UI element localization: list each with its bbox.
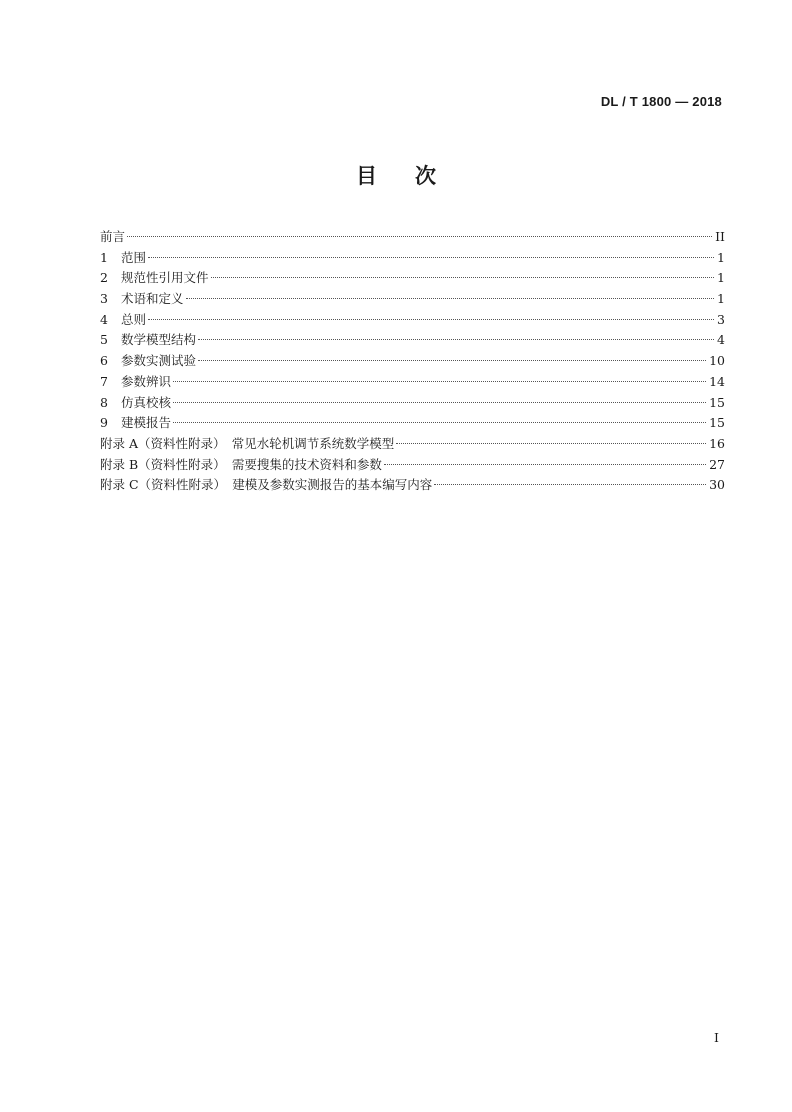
toc-entry-number: 1 [100, 249, 108, 265]
toc-entry[interactable] [100, 455, 725, 476]
toc-dot-leader [173, 422, 706, 423]
toc-entry-title: 前言 [100, 229, 126, 244]
toc-dot-leader [173, 402, 706, 403]
toc-entry[interactable] [100, 289, 725, 310]
toc-entry-page: 14 [709, 373, 725, 389]
toc-entry-page: 4 [717, 332, 725, 348]
toc-entry-title: 建模报告 [121, 415, 172, 431]
document-code: DL / T 1800 — 2018 [600, 94, 722, 109]
toc-entry[interactable] [100, 372, 725, 393]
toc-dot-leader [198, 339, 714, 340]
toc-dot-leader [148, 319, 714, 320]
toc-entry-number: 6 [100, 353, 108, 369]
page-number: I [714, 1030, 719, 1045]
toc-entry-page: 27 [709, 456, 725, 472]
toc-entry[interactable] [100, 268, 725, 289]
toc-entry-number: 3 [100, 291, 108, 307]
toc-dot-leader [186, 298, 714, 299]
toc-entry-title: 附录 B（资料性附录） 需要搜集的技术资料和参数 [100, 456, 382, 472]
toc-entry[interactable] [100, 310, 725, 331]
toc-dot-leader [396, 443, 706, 444]
toc-entry-page: 15 [709, 394, 725, 410]
toc-entry-title: 附录 A（资料性附录） 常见水轮机调节系统数学模型 [100, 435, 395, 451]
toc-dot-leader [127, 236, 712, 237]
table-of-contents [100, 227, 725, 496]
toc-entry-page: 15 [709, 415, 725, 431]
toc-dot-leader [148, 257, 714, 258]
toc-entry-title: 术语和定义 [121, 291, 184, 307]
toc-dot-leader [434, 484, 706, 485]
toc-entry-page: 1 [717, 291, 725, 307]
toc-entry[interactable] [100, 434, 725, 455]
toc-entry[interactable] [100, 330, 725, 351]
toc-entry-page: II [715, 229, 725, 244]
toc-dot-leader [384, 464, 706, 465]
toc-entry[interactable] [100, 351, 725, 372]
toc-entry-page: 16 [709, 435, 725, 451]
toc-entry-title: 仿真校核 [121, 394, 172, 410]
toc-entry-number: 5 [100, 332, 108, 348]
toc-entry-title: 规范性引用文件 [121, 270, 209, 286]
toc-entry-title: 总则 [121, 311, 147, 327]
toc-entry-number: 8 [100, 394, 108, 410]
toc-entry-title: 附录 C（资料性附录） 建模及参数实测报告的基本编写内容 [100, 477, 433, 493]
toc-entry-title: 参数辨识 [121, 373, 172, 389]
toc-entry-page: 3 [717, 311, 725, 327]
toc-dot-leader [211, 277, 714, 278]
toc-entry-number: 7 [100, 373, 108, 389]
toc-entry-page: 1 [717, 249, 725, 265]
toc-entry-page: 10 [709, 353, 725, 369]
toc-entry-page: 30 [709, 477, 725, 493]
toc-entry[interactable] [100, 413, 725, 434]
toc-entry-number: 2 [100, 270, 108, 286]
toc-entry-page: 1 [717, 270, 725, 286]
toc-dot-leader [198, 360, 706, 361]
toc-entry[interactable] [100, 393, 725, 414]
toc-entry-title: 参数实测试验 [121, 353, 197, 369]
toc-entry-number: 4 [100, 311, 108, 327]
page-title: 目次 [356, 164, 474, 188]
toc-entry[interactable] [100, 248, 725, 269]
toc-dot-leader [173, 381, 706, 382]
toc-entry-title: 数学模型结构 [121, 332, 197, 348]
toc-entry-title: 范围 [121, 249, 147, 265]
toc-entry-number: 9 [100, 415, 108, 431]
toc-entry[interactable] [100, 475, 725, 496]
toc-entry[interactable] [100, 227, 725, 248]
